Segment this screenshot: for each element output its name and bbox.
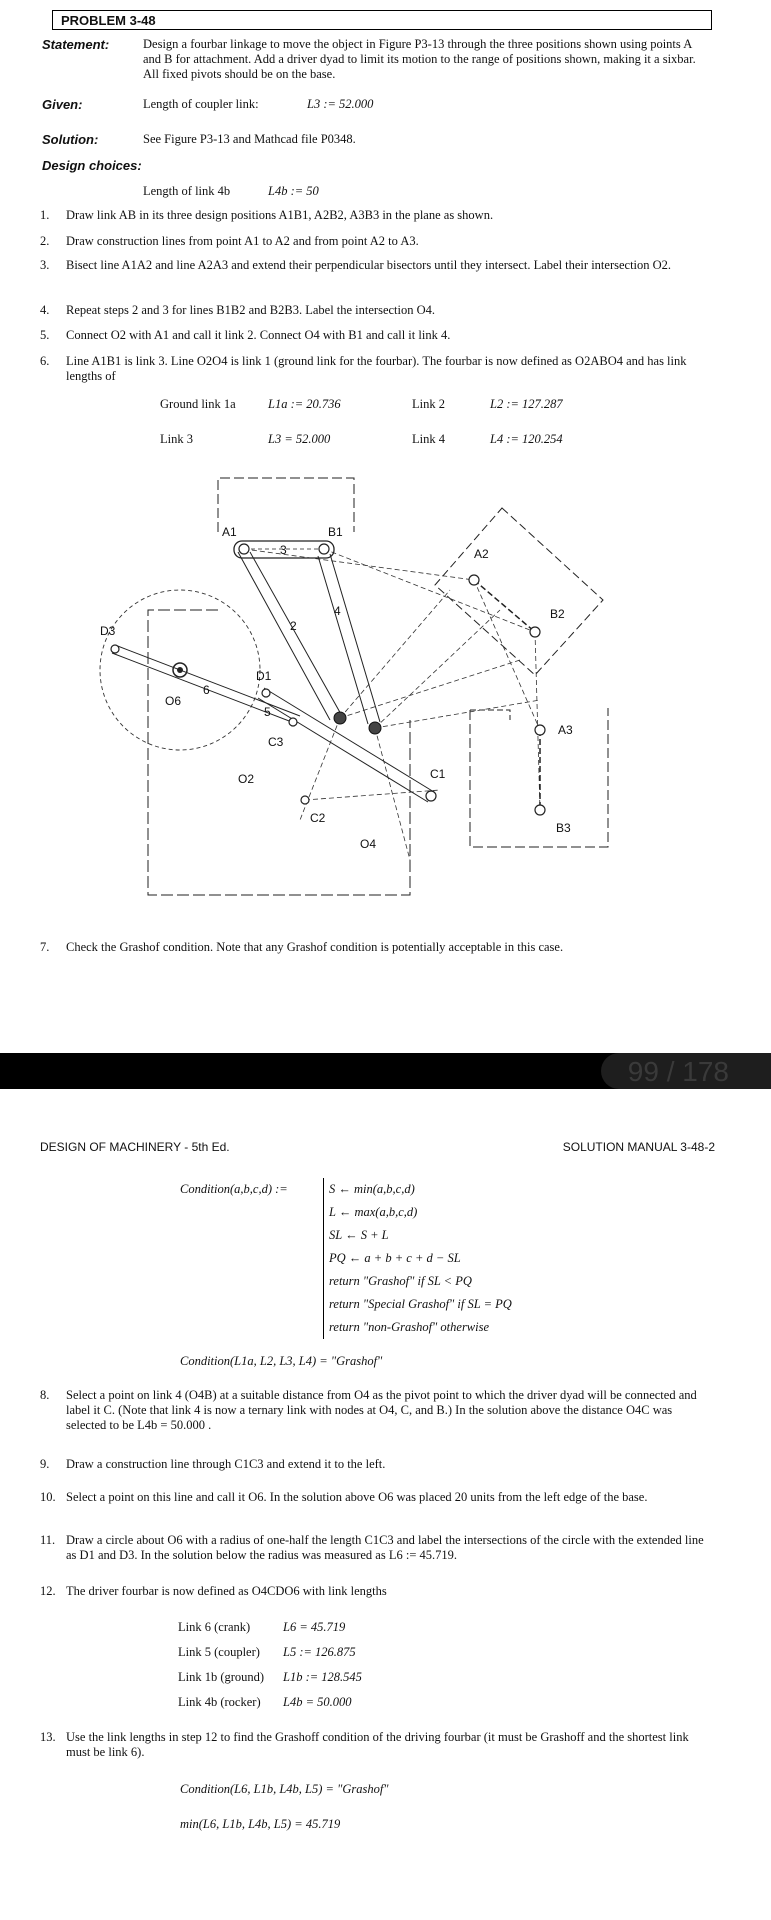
step-10 xyxy=(40,1490,710,1505)
step-text: Draw link AB in its three design positions A1B1, A2B2, A3B3 in the plane as shown. xyxy=(66,208,494,222)
step-number: 6. xyxy=(40,354,50,368)
label-b3: B3 xyxy=(556,821,571,835)
label-b1: B1 xyxy=(328,525,343,539)
page-separator-bar xyxy=(0,1053,771,1089)
step-number: 10. xyxy=(40,1490,56,1504)
step-6 xyxy=(40,354,710,384)
condition-line: L ← max(a,b,c,d) xyxy=(329,1205,418,1219)
step-13 xyxy=(40,1730,710,1760)
link-2 xyxy=(238,552,342,720)
given-text: Length of coupler link: xyxy=(143,97,259,111)
link-ab-position2 xyxy=(474,580,535,632)
pivot-o2 xyxy=(334,712,346,724)
label-a2: A2 xyxy=(474,547,489,561)
link-4 xyxy=(318,554,380,724)
link1b-label: Link 1b (ground) xyxy=(178,1670,265,1684)
step-1 xyxy=(40,208,710,223)
step-number: 12. xyxy=(40,1584,56,1598)
label-link5: 5 xyxy=(264,705,271,719)
link3-eq: L3 = 52.000 xyxy=(268,432,331,446)
condition-line: return "Special Grashof" if SL = PQ xyxy=(329,1297,512,1311)
step-text: Draw a construction line through C1C3 and extend it to the left. xyxy=(66,1457,386,1471)
condition-body xyxy=(323,1178,583,1339)
construction-lines xyxy=(244,549,540,860)
design-choice-text: Length of link 4b xyxy=(143,184,231,198)
step-number: 4. xyxy=(40,303,50,317)
given-label: Given: xyxy=(42,97,83,112)
link4b-label: Link 4b (rocker) xyxy=(178,1695,261,1709)
step-number: 8. xyxy=(40,1388,50,1402)
link-5 xyxy=(258,688,434,802)
label-link3: 3 xyxy=(280,543,287,557)
condition-result-fourbar: Condition(L1a, L2, L3, L4) = "Grashof" xyxy=(180,1354,383,1368)
condition-line: return "non-Grashof" otherwise xyxy=(329,1320,490,1334)
step-number: 3. xyxy=(40,258,50,272)
solution-label: Solution: xyxy=(42,132,99,147)
step-2 xyxy=(40,234,710,249)
label-a1: A1 xyxy=(222,525,237,539)
step-text: Draw construction lines from point A1 to A2 and from point A2 to A3. xyxy=(66,234,419,248)
ground-link-label: Ground link 1a xyxy=(160,397,236,411)
step-5 xyxy=(40,328,710,343)
step-text: Connect O2 with A1 and call it link 2. Connect O4 with B1 and call it link 4. xyxy=(66,328,451,342)
ground-link-eq: L1a := 20.736 xyxy=(268,397,341,411)
step-text: Draw a circle about O6 with a radius of one-half the length C1C3 and label the intersections of the circle with the extended line as D1 and D3. In the solution below the radius was measured as L6 := 45.719. xyxy=(66,1533,704,1562)
step-number: 5. xyxy=(40,328,50,342)
link2-eq: L2 := 127.287 xyxy=(490,397,563,411)
condition-line: return "Grashof" if SL < PQ xyxy=(329,1274,472,1288)
step-11 xyxy=(40,1533,710,1563)
link4-label: Link 4 xyxy=(412,432,445,446)
problem-title: PROBLEM 3-48 xyxy=(61,13,156,28)
step-4 xyxy=(40,303,710,318)
problem-title-box xyxy=(52,10,712,30)
step-3 xyxy=(40,258,710,273)
link1b-eq: L1b := 128.545 xyxy=(283,1670,362,1684)
step-text: Use the link lengths in step 12 to find the Grashoff condition of the driving fourbar (it must be Grashoff and the shortest link must be link 6). xyxy=(66,1730,689,1759)
min-result: min(L6, L1b, L4b, L5) = 45.719 xyxy=(180,1817,341,1831)
step-number: 7. xyxy=(40,940,50,954)
link3-label: Link 3 xyxy=(160,432,193,446)
step-text: Repeat steps 2 and 3 for lines B1B2 and B2B3. Label the intersection O4. xyxy=(66,303,436,317)
linkage-figure xyxy=(0,470,771,910)
condition-line: PQ ← a + b + c + d − SL xyxy=(329,1251,461,1265)
condition-line: S ← min(a,b,c,d) xyxy=(329,1182,415,1196)
solution-text: See Figure P3-13 and Mathcad file P0348. xyxy=(143,132,356,146)
label-link2: 2 xyxy=(290,619,297,633)
step-7 xyxy=(40,940,710,955)
position2-frame xyxy=(435,508,603,675)
given-equation: L3 := 52.000 xyxy=(307,97,374,111)
base-frame xyxy=(148,610,410,895)
page2-header-right: SOLUTION MANUAL 3-48-2 xyxy=(562,1140,715,1154)
step-8 xyxy=(40,1388,710,1433)
link5-eq: L5 := 126.875 xyxy=(283,1645,356,1659)
step-number: 9. xyxy=(40,1457,50,1471)
label-a3: A3 xyxy=(558,723,573,737)
label-o4: O4 xyxy=(360,837,377,851)
label-c3: C3 xyxy=(268,735,284,749)
pivot-o4 xyxy=(369,722,381,734)
design-choices-label: Design choices: xyxy=(42,158,142,173)
link2-label: Link 2 xyxy=(412,397,445,411)
step-12 xyxy=(40,1584,710,1599)
step-text: Select a point on this line and call it O6. In the solution above O6 was placed 20 units from the left edge of the base. xyxy=(66,1490,648,1504)
condition-line: SL ← S + L xyxy=(329,1228,389,1242)
link5-label: Link 5 (coupler) xyxy=(178,1645,260,1659)
joints xyxy=(111,544,545,815)
label-link6: 6 xyxy=(203,683,210,697)
label-d1: D1 xyxy=(256,669,272,683)
link4b-eq: L4b = 50.000 xyxy=(283,1695,352,1709)
label-o2: O2 xyxy=(238,772,255,786)
design-choice-equation: L4b := 50 xyxy=(268,184,319,198)
step-text: Select a point on link 4 (O4B) at a suitable distance from O4 as the pivot point to which the driver dyad will be connected and label it C. (Note that link 4 is now a ternary link with nodes at O4, C, and B.) In the solution above the distance O4C was selected to be L4b = 50.000 . xyxy=(66,1388,697,1432)
link6-eq: L6 = 45.719 xyxy=(283,1620,346,1634)
link6-label: Link 6 (crank) xyxy=(178,1620,251,1634)
position1-frame xyxy=(218,478,354,532)
label-o6: O6 xyxy=(165,694,182,708)
label-c2: C2 xyxy=(310,811,326,825)
page-indicator[interactable]: 99 / 178 xyxy=(627,1056,729,1087)
condition-signature: Condition(a,b,c,d) := xyxy=(180,1182,288,1196)
figure-labels xyxy=(100,525,573,851)
figure-frames xyxy=(148,478,608,895)
step-number: 1. xyxy=(40,208,50,222)
step-number: 13. xyxy=(40,1730,56,1744)
step-text: Line A1B1 is link 3. Line O2O4 is link 1 (ground link for the fourbar). The fourbar is now defined as O2ABO4 and has link lengths of xyxy=(66,354,687,383)
label-b2: B2 xyxy=(550,607,565,621)
step-text: Bisect line A1A2 and line A2A3 and extend their perpendicular bisectors until they intersect. Label their intersection O2. xyxy=(66,258,672,272)
step-number: 11. xyxy=(40,1533,56,1547)
step-9 xyxy=(40,1457,710,1472)
statement-label: Statement: xyxy=(42,37,110,52)
condition-result-driver: Condition(L6, L1b, L4b, L5) = "Grashof" xyxy=(180,1782,389,1796)
step-number: 2. xyxy=(40,234,50,248)
label-link4: 4 xyxy=(334,604,341,618)
statement-text: Design a fourbar linkage to move the object in Figure P3-13 through the three positions shown using points A and B for attachment. Add a driver dyad to limit its motion to the range of positions shown, making it a sixbar. All fixed pivots should be on the base. xyxy=(143,37,696,81)
label-c1: C1 xyxy=(430,767,446,781)
label-d3: D3 xyxy=(100,624,116,638)
page2-header-left: DESIGN OF MACHINERY - 5th Ed. xyxy=(40,1140,230,1154)
link4-eq: L4 := 120.254 xyxy=(490,432,563,446)
step-text: Check the Grashof condition. Note that any Grashof condition is potentially acceptable in this case. xyxy=(66,940,564,954)
step-text: The driver fourbar is now defined as O4CDO6 with link lengths xyxy=(66,1584,387,1598)
